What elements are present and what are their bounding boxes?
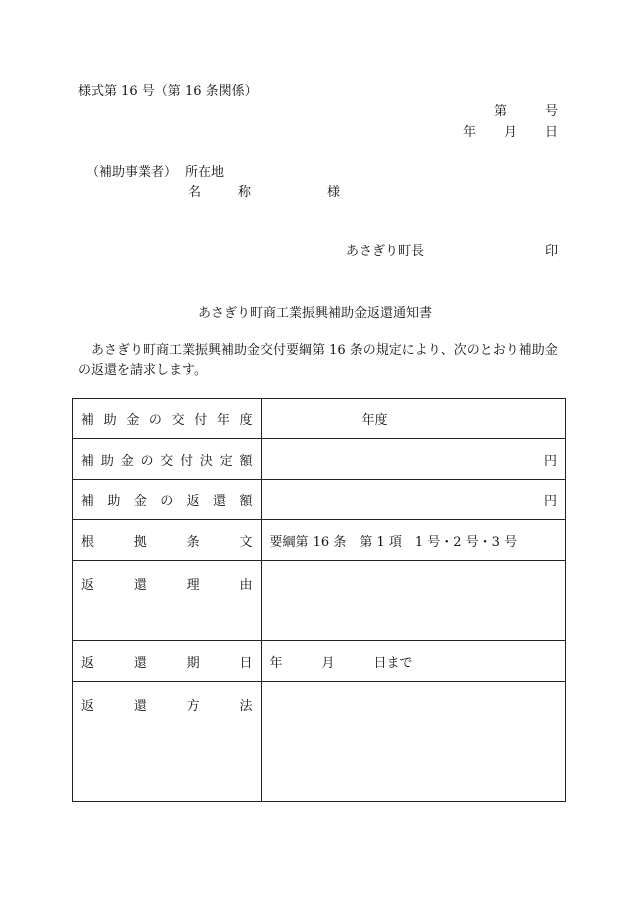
row-label (73, 480, 262, 520)
date-month: 月 (503, 125, 517, 140)
return-form-table (72, 398, 566, 802)
honorific: 様 (327, 185, 341, 200)
fiscal-year-value: 年度 (261, 399, 565, 439)
row-label (73, 682, 262, 802)
label-char: 補 (81, 413, 95, 428)
label-char: 決 (199, 453, 213, 469)
label-char: 交 (171, 413, 185, 428)
document-number (494, 100, 558, 119)
doc-number-prefix: 第 (493, 104, 507, 119)
label-char: 額 (239, 453, 253, 469)
table-row (73, 520, 566, 561)
label-char: 還 (213, 494, 227, 509)
body-text: あさぎり町商工業振興補助金交付要綱第 16 条の規定により、次のとおり補助金の返還を請求します。 (78, 343, 558, 378)
label-char: 期 (186, 655, 200, 671)
table-row (73, 399, 566, 439)
label-char: 助 (103, 413, 117, 428)
label-char: 年 (216, 413, 230, 428)
row-label (73, 520, 262, 561)
label-char: 付 (194, 413, 208, 428)
doc-number-suffix: 号 (544, 104, 558, 119)
table-row (73, 682, 566, 802)
label-char: 交 (160, 453, 174, 469)
return-amount-value: 円 (261, 480, 565, 520)
label-char: 額 (239, 494, 253, 509)
label-char: 付 (180, 453, 194, 469)
label-char: 定 (219, 453, 233, 469)
label-char: 返 (186, 494, 200, 509)
label-char: 補 (81, 494, 95, 509)
issue-date (463, 121, 558, 140)
label-char: 助 (100, 453, 114, 469)
label-char: 返 (81, 699, 95, 714)
recipient-role: （補助事業者） (86, 165, 178, 180)
label-char: 助 (107, 494, 121, 509)
date-day: 日 (544, 125, 558, 140)
row-label (73, 561, 262, 641)
label-char: の (160, 494, 174, 509)
name-label: 名 称 (188, 185, 264, 200)
label-char: 法 (239, 699, 253, 714)
table-row (73, 480, 566, 520)
row-label (73, 399, 262, 439)
label-char: の (140, 453, 154, 469)
label-char: 金 (133, 494, 147, 509)
table-row (73, 561, 566, 641)
legal-basis-value: 要綱第 16 条 第 1 項 1 号・2 号・3 号 (261, 520, 565, 561)
label-char: 方 (186, 699, 200, 714)
return-method-value (261, 682, 565, 802)
label-char: 返 (81, 655, 95, 671)
label-char: 根 (81, 534, 95, 550)
label-char: 拠 (133, 534, 147, 550)
label-char: 金 (120, 453, 134, 469)
label-char: 由 (239, 578, 253, 593)
seal-mark: 印 (544, 244, 558, 259)
label-char: 金 (126, 413, 140, 428)
table-row (73, 641, 566, 682)
label-char: 日 (239, 655, 253, 671)
name-row (188, 181, 340, 200)
decided-amount-value: 円 (261, 439, 565, 480)
address-label: 所在地 (185, 165, 225, 180)
label-char: 度 (239, 413, 253, 428)
form-number: 様式第 16 号（第 16 条関係） (78, 84, 258, 99)
label-char: 文 (239, 534, 253, 550)
label-char: 還 (133, 655, 147, 671)
document-title: あさぎり町商工業振興補助金返還通知書 (197, 306, 432, 321)
label-char: 条 (186, 534, 200, 550)
table-row (73, 439, 566, 480)
label-char: 補 (81, 453, 95, 469)
label-char: 還 (133, 699, 147, 714)
date-year: 年 (462, 125, 476, 140)
row-label (73, 439, 262, 480)
return-reason-value (261, 561, 565, 641)
issuer-name: あさぎり町長 (346, 244, 425, 259)
return-deadline-value: 年 月 日まで (261, 641, 565, 682)
label-char: 理 (186, 578, 200, 593)
label-char: の (148, 413, 162, 428)
label-char: 返 (81, 578, 95, 593)
label-char: 還 (133, 578, 147, 593)
row-label (73, 641, 262, 682)
